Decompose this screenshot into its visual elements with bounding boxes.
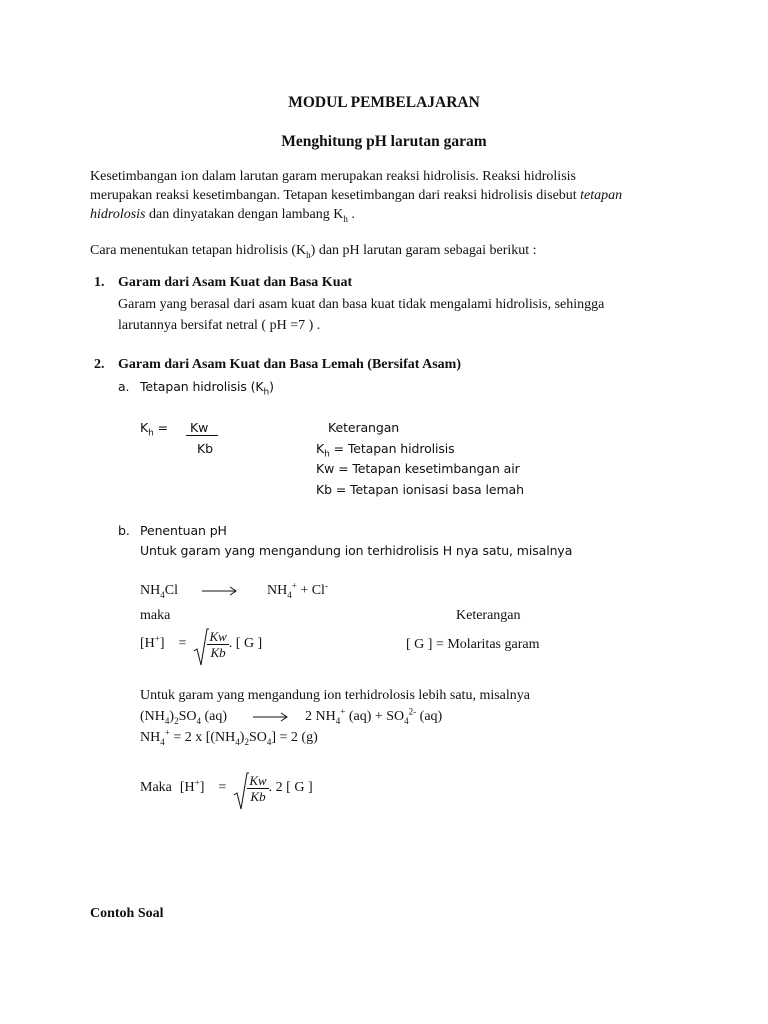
- reaction-2-arrow-icon: [252, 710, 290, 724]
- reaction-2-reactant: $(NH_4)_2SO_4$ (aq): [140, 709, 228, 726]
- reaction-1-arrow-icon: [201, 584, 239, 598]
- intro-line-3: hidrolosis dan dinyatakan dengan lambang $K_h$ .: [90, 207, 355, 224]
- section-2b-line-1: Untuk garam yang mengandung ion terhidrolisis H nya satu, misalnya: [140, 543, 573, 558]
- method-line: Cara menentukan tetapan hidrolisis $(K_h)$ dan pH larutan garam sebagai berikut :: [90, 243, 537, 260]
- times-g: . [ G ]: [228, 636, 263, 651]
- section-2b-line-2: Untuk garam yang mengandung ion terhidrolosis lebih satu, misalnya: [140, 688, 530, 703]
- h-plus-label: [H+]: [140, 633, 165, 651]
- kh-formula-denominator: Kb: [197, 441, 213, 456]
- intro-paragraph: [90, 167, 622, 224]
- intro-line-2: merupakan reaksi kesetimbangan. Tetapan kesetimbangan dari reaksi hidrolisis disebut tetapan: [90, 188, 623, 203]
- kw-over-kb-fraction: $\frac{Kw}{Kb}$: [209, 628, 227, 660]
- keterangan-b-g: [ G ] = Molaritas garam: [406, 637, 540, 652]
- keterangan-a-kw: Kw = Tetapan kesetimbangan air: [316, 461, 520, 476]
- section-2a-label: a.: [118, 379, 130, 394]
- equals-sign-2: =: [218, 780, 227, 795]
- section-1-line-2: larutannya bersifat netral ( pH =7 ) .: [118, 318, 321, 333]
- contoh-soal-heading: Contoh Soal: [90, 906, 164, 921]
- square-root-icon: [193, 629, 228, 660]
- equals-sign: =: [178, 636, 187, 651]
- section-1-number: 1.: [94, 275, 105, 290]
- page-title: MODUL PEMBELAJARAN: [288, 94, 480, 111]
- kw-over-kb-fraction-2: $\frac{Kw}{Kb}$: [249, 772, 267, 804]
- section-2b-heading: Penentuan pH: [140, 523, 227, 538]
- kh-formula-numerator: Kw: [186, 420, 218, 435]
- page-subtitle: Menghitung pH larutan garam: [281, 133, 487, 150]
- reaction-2-products: 2 $NH_4^+$ $(aq) + SO_4^{2-}$ (aq): [305, 706, 443, 726]
- times-2g: . 2 [ G ]: [268, 780, 313, 795]
- h-plus-label-2: [H+]: [179, 777, 205, 795]
- section-2b-label: b.: [118, 523, 130, 538]
- keterangan-a-kb: Kb = Tetapan ionisasi basa lemah: [316, 482, 524, 497]
- intro-line-1: Kesetimbangan ion dalam larutan garam merupakan reaksi hidrolisis. Reaksi hidrolisis: [90, 169, 576, 184]
- maka-2-label: Maka: [140, 780, 172, 795]
- section-2a-heading: Tetapan hidrolisis $(K_h)$: [140, 379, 274, 398]
- section-1-body: [118, 295, 604, 335]
- keterangan-b-title: Keterangan: [456, 608, 521, 623]
- section-2-number: 2.: [94, 357, 105, 372]
- section-1-line-1: Garam yang berasal dari asam kuat dan basa kuat tidak mengalami hidrolisis, sehingga: [118, 297, 605, 312]
- reaction-1-products: $NH_4^+ + Cl^-$: [267, 580, 328, 600]
- h-plus-formula-1: [140, 624, 262, 664]
- keterangan-a-title: Keterangan: [328, 420, 400, 435]
- h-plus-formula-2: [140, 768, 313, 808]
- section-1-heading: Garam dari Asam Kuat dan Basa Kuat: [118, 275, 353, 290]
- square-root-icon-2: [233, 773, 268, 804]
- reaction-1-reactant: $NH_4Cl$: [140, 583, 178, 600]
- nh4-concentration-line: $NH_4^+ = 2$ x $[(NH_4)_2SO_4] = 2$ (g): [140, 727, 318, 747]
- kh-formula-lhs: $K_h$ =: [140, 420, 168, 439]
- keterangan-a-kh: $K_h$ = Tetapan hidrolisis: [316, 441, 455, 460]
- section-2-heading: Garam dari Asam Kuat dan Basa Lemah (Bersifat Asam): [118, 357, 461, 372]
- maka-label: maka: [140, 608, 171, 623]
